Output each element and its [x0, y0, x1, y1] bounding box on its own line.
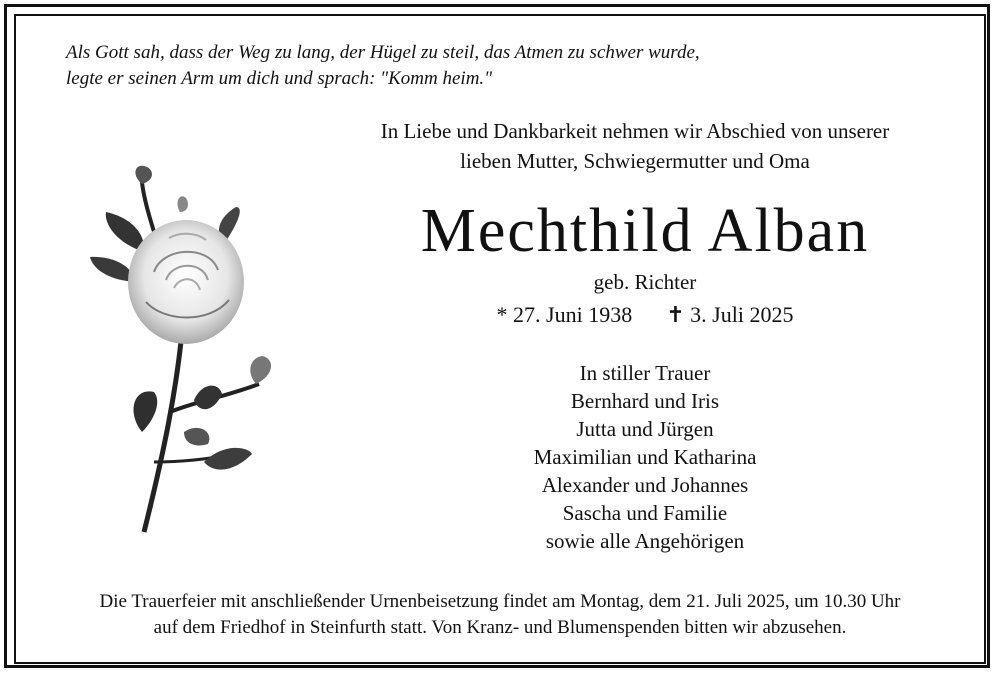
motto-quote	[66, 40, 700, 92]
mourner-entry: Bernhard und Iris	[570, 389, 720, 413]
birth-date: * 27. Juni 1938	[496, 302, 633, 327]
deceased-name: Mechthild Alban	[420, 197, 870, 265]
intro-line-2: lieben Mutter, Schwiegermutter und Oma	[460, 149, 810, 173]
motto-line-2: legte er seinen Arm um dich und sprach: "Komm heim."	[66, 68, 493, 89]
funeral-notice-line-2: auf dem Friedhof in Steinfurth statt. Von Kranz- und Blumenspenden bitten wir abzusehen.	[153, 617, 847, 638]
life-dates	[330, 300, 960, 330]
mourners-list	[480, 359, 810, 555]
mourner-entry: Sascha und Familie	[562, 501, 728, 525]
cross-icon: ✝	[666, 302, 685, 327]
death-date: 3. Juli 2025	[690, 302, 794, 327]
mourner-entry: Jutta und Jürgen	[576, 417, 714, 441]
mourner-entry: Alexander und Johannes	[541, 473, 749, 497]
motto-line-1: Als Gott sah, dass der Weg zu lang, der Hügel zu steil, das Atmen zu schwer wurde,	[66, 42, 700, 63]
funeral-notice-line-1: Die Trauerfeier mit anschließender Urnenbeisetzung findet am Montag, dem 21. Juli 2025, um 10.30 Uhr	[99, 591, 901, 612]
mourner-entry: sowie alle Angehörigen	[545, 529, 745, 553]
funeral-notice	[40, 589, 960, 641]
mourner-entry: Maximilian und Katharina	[533, 445, 757, 469]
maiden-name: geb. Richter	[593, 270, 697, 294]
rose-illustration	[84, 162, 294, 542]
intro-line-1: In Liebe und Dankbarkeit nehmen wir Abschied von unserer	[380, 119, 890, 143]
intro-text	[330, 116, 940, 176]
mourners-heading: In stiller Trauer	[579, 361, 711, 385]
